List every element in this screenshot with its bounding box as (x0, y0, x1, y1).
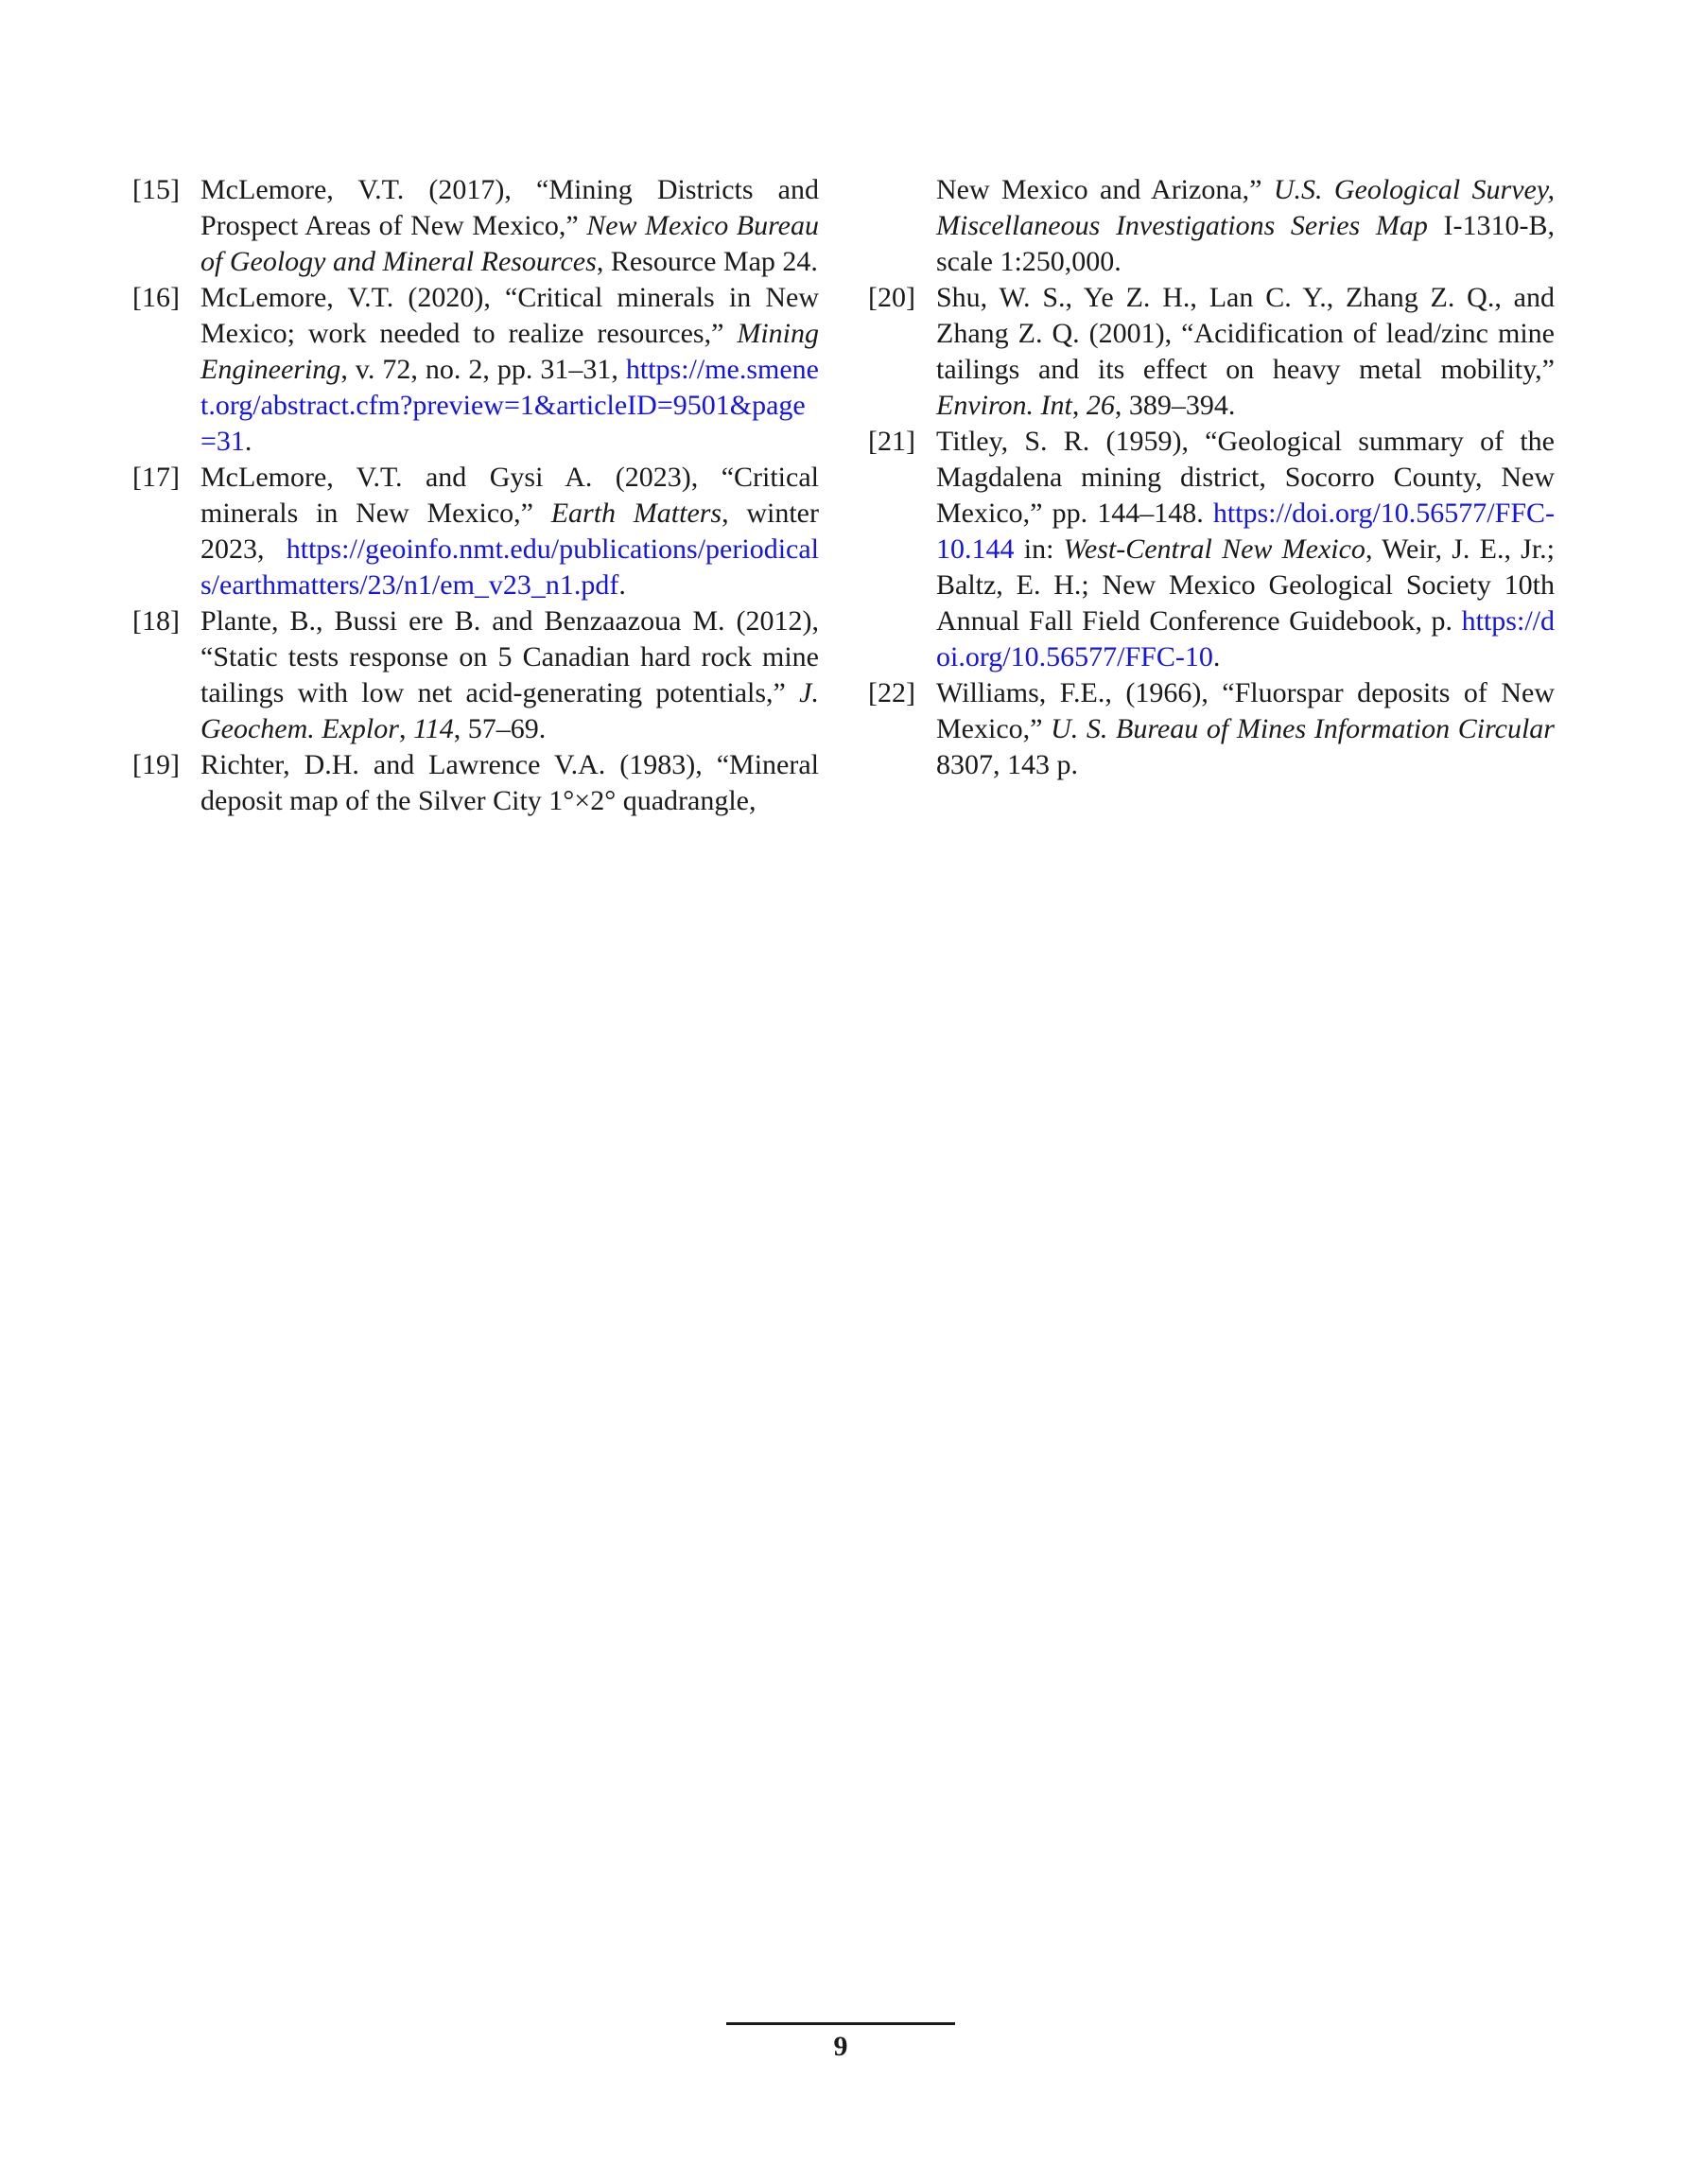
footer-rule (726, 2022, 955, 2025)
reference-text: McLemore, V.T. (2020), “Critical minerals in New Mexico; work needed to realize resources,” (200, 282, 819, 349)
reference-text: 8307, 143 p. (936, 749, 1078, 780)
reference-text: , 57–69. (453, 713, 547, 744)
reference-volume: 114 (412, 713, 454, 744)
reference-text: , (1071, 390, 1087, 421)
reference-text: , 389–394. (1114, 390, 1236, 421)
reference-number: [22] (868, 677, 915, 708)
reference-source: Environ. Int (936, 390, 1072, 421)
reference-link[interactable]: https://me.smenet.org/abstract.cfm?preview=1&articleID=9501&page=31 (200, 354, 819, 457)
reference-text: Shu, W. S., Ye Z. H., Lan C. Y., Zhang Z. Q., and Zhang Z. Q. (2001), “Acidification of lead/zinc mine tailings and its effect on heavy metal mobility,” (936, 282, 1555, 385)
reference-text: McLemore, V.T. and Gysi A. (2023), “Critical minerals in New Mexico,” (200, 462, 819, 529)
reference-text: McLemore, V.T. (2017), “Mining Districts and Prospect Areas of New Mexico,” (200, 174, 819, 241)
reference-19-continued (868, 172, 1555, 280)
references-column-left (132, 172, 819, 819)
reference-source: Mining Engineering (200, 318, 819, 385)
reference-source: West-Central New Mexico (1063, 533, 1365, 565)
reference-text: , (398, 713, 413, 744)
reference-16 (132, 280, 819, 460)
reference-15 (132, 172, 819, 280)
reference-number: [15] (132, 174, 180, 205)
reference-text: Williams, F.E., (1966), “Fluorspar deposits of New Mexico,” (936, 677, 1555, 744)
reference-number: [17] (132, 462, 180, 493)
reference-19 (132, 747, 819, 819)
reference-18 (132, 603, 819, 747)
reference-link[interactable]: https://geoinfo.nmt.edu/publications/periodicals/earthmatters/23/n1/em_v23_n1.pdf (200, 533, 819, 601)
reference-text: , winter 2023, (200, 498, 819, 565)
reference-text: . (1212, 641, 1221, 673)
reference-text: . (244, 426, 252, 457)
reference-text: , Resource Map 24. (596, 246, 818, 277)
reference-21 (868, 424, 1555, 675)
reference-source: U.S. Geological Survey, Miscellaneous Investigations Series Map (936, 174, 1555, 241)
reference-number: [18] (132, 605, 180, 637)
reference-source: U. S. Bureau of Mines Information Circular (1051, 713, 1555, 744)
reference-text: in: (1014, 533, 1064, 565)
reference-text: New Mexico and Arizona,” (936, 174, 1274, 205)
reference-20 (868, 280, 1555, 424)
reference-text: Richter, D.H. and Lawrence V.A. (1983), “Mineral deposit map of the Silver City 1°×2° quadrangle, (200, 749, 819, 816)
reference-text: Plante, B., Bussi ere B. and Benzaazoua M. (2012), “Static tests response on 5 Canadian hard rock mine tailings with low net acid-generating potentials,” (200, 605, 819, 708)
references-column-right (868, 172, 1555, 783)
reference-number: [21] (868, 426, 915, 457)
reference-number: [16] (132, 282, 180, 313)
reference-text: . (618, 569, 626, 601)
reference-22 (868, 675, 1555, 783)
reference-17 (132, 460, 819, 603)
reference-source: New Mexico Bureau of Geology and Mineral Resources (200, 210, 820, 277)
reference-link[interactable]: https://doi.org/10.56577/FFC-10.144 (936, 498, 1555, 565)
page-number: 9 (833, 2031, 848, 2062)
reference-text: I-1310-B, scale 1:250,000. (936, 210, 1555, 277)
reference-source: J. Geochem. Explor (200, 677, 819, 744)
reference-text: Titley, S. R. (1959), “Geological summary of the Magdalena mining district, Socorro County, New Mexico,” pp. 144–148. (936, 426, 1555, 529)
reference-source: Earth Matters (550, 498, 722, 529)
reference-number: [20] (868, 282, 915, 313)
reference-volume: 26 (1086, 390, 1115, 421)
reference-text: , v. 72, no. 2, pp. 31–31, (340, 354, 626, 385)
reference-link[interactable]: https://doi.org/10.56577/FFC-10 (936, 605, 1555, 673)
reference-number: [19] (132, 749, 180, 780)
reference-text: , Weir, J. E., Jr.; Baltz, E. H.; New Mexico Geological Society 10th Annual Fall Field Conference Guidebook, p. (936, 533, 1556, 637)
